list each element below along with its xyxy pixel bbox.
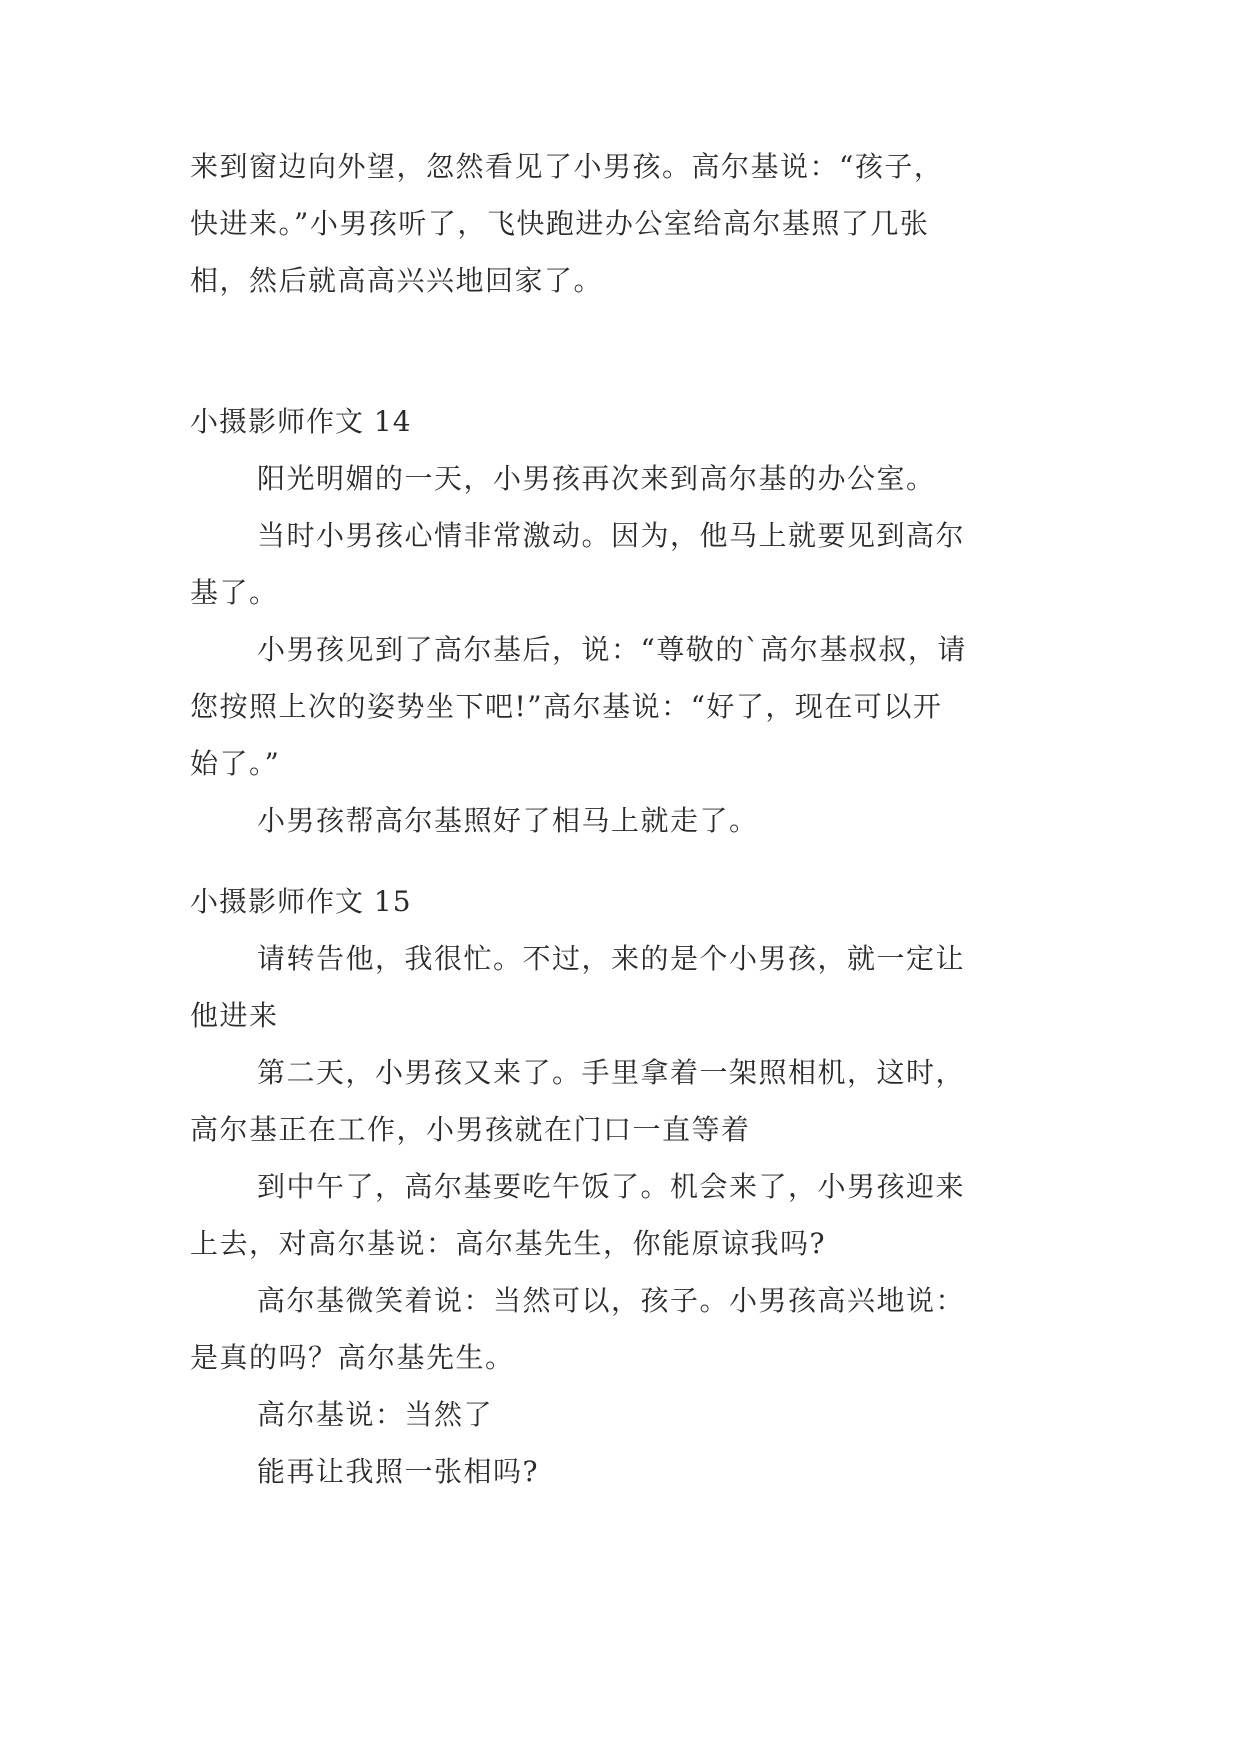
paragraph-line: 高尔基微笑着说：当然可以，孩子。小男孩高兴地说： bbox=[257, 1284, 966, 1317]
paragraph bbox=[190, 1386, 1060, 1443]
section-15 bbox=[190, 873, 1060, 1500]
paragraph bbox=[190, 1272, 1060, 1386]
paragraph-line: 快进来。”小男孩听了，飞快跑进办公室给高尔基照了几张 bbox=[190, 207, 930, 240]
paragraph-line: 他进来 bbox=[190, 999, 279, 1032]
paragraph-line: 是真的吗？高尔基先生。 bbox=[190, 1341, 515, 1374]
intro-paragraph bbox=[190, 138, 1060, 309]
paragraph bbox=[190, 792, 1060, 849]
paragraph-line: 高尔基正在工作，小男孩就在门口一直等着 bbox=[190, 1113, 751, 1146]
paragraph-line: 能再让我照一张相吗? bbox=[257, 1455, 540, 1488]
paragraph bbox=[190, 1158, 1060, 1272]
paragraph bbox=[190, 1044, 1060, 1158]
paragraph-line: 来到窗边向外望，忽然看见了小男孩。高尔基说：“孩子， bbox=[190, 150, 944, 183]
paragraph-line: 上去，对高尔基说：高尔基先生，你能原谅我吗? bbox=[190, 1227, 827, 1260]
section-title: 小摄影师作文 15 bbox=[190, 885, 412, 918]
section-title: 小摄影师作文 14 bbox=[190, 405, 412, 438]
paragraph-line: 相，然后就高高兴兴地回家了。 bbox=[190, 264, 604, 297]
paragraph-line: 当时小男孩心情非常激动。因为，他马上就要见到高尔 bbox=[257, 519, 966, 552]
section-14 bbox=[190, 393, 1060, 849]
paragraph bbox=[190, 450, 1060, 507]
paragraph-line: 高尔基说：当然了 bbox=[257, 1398, 494, 1431]
paragraph bbox=[190, 930, 1060, 1044]
paragraph-line: 阳光明媚的一天，小男孩再次来到高尔基的办公室。 bbox=[257, 462, 936, 495]
paragraph-line: 第二天，小男孩又来了。手里拿着一架照相机，这时， bbox=[257, 1056, 966, 1089]
paragraph-line: 基了。 bbox=[190, 576, 279, 609]
paragraph-line: 请转告他，我很忙。不过，来的是个小男孩，就一定让 bbox=[257, 942, 966, 975]
paragraph-line: 您按照上次的姿势坐下吧!”高尔基说：“好了，现在可以开 bbox=[190, 690, 943, 723]
paragraph bbox=[190, 621, 1060, 792]
paragraph bbox=[190, 1443, 1060, 1500]
paragraph-line: 小男孩帮高尔基照好了相马上就走了。 bbox=[257, 804, 759, 837]
paragraph-line: 到中午了，高尔基要吃午饭了。机会来了，小男孩迎来 bbox=[257, 1170, 966, 1203]
paragraph bbox=[190, 507, 1060, 621]
paragraph-line: 小男孩见到了高尔基后，说：“尊敬的`高尔基叔叔，请 bbox=[257, 633, 967, 666]
paragraph-line: 始了。” bbox=[190, 747, 281, 780]
